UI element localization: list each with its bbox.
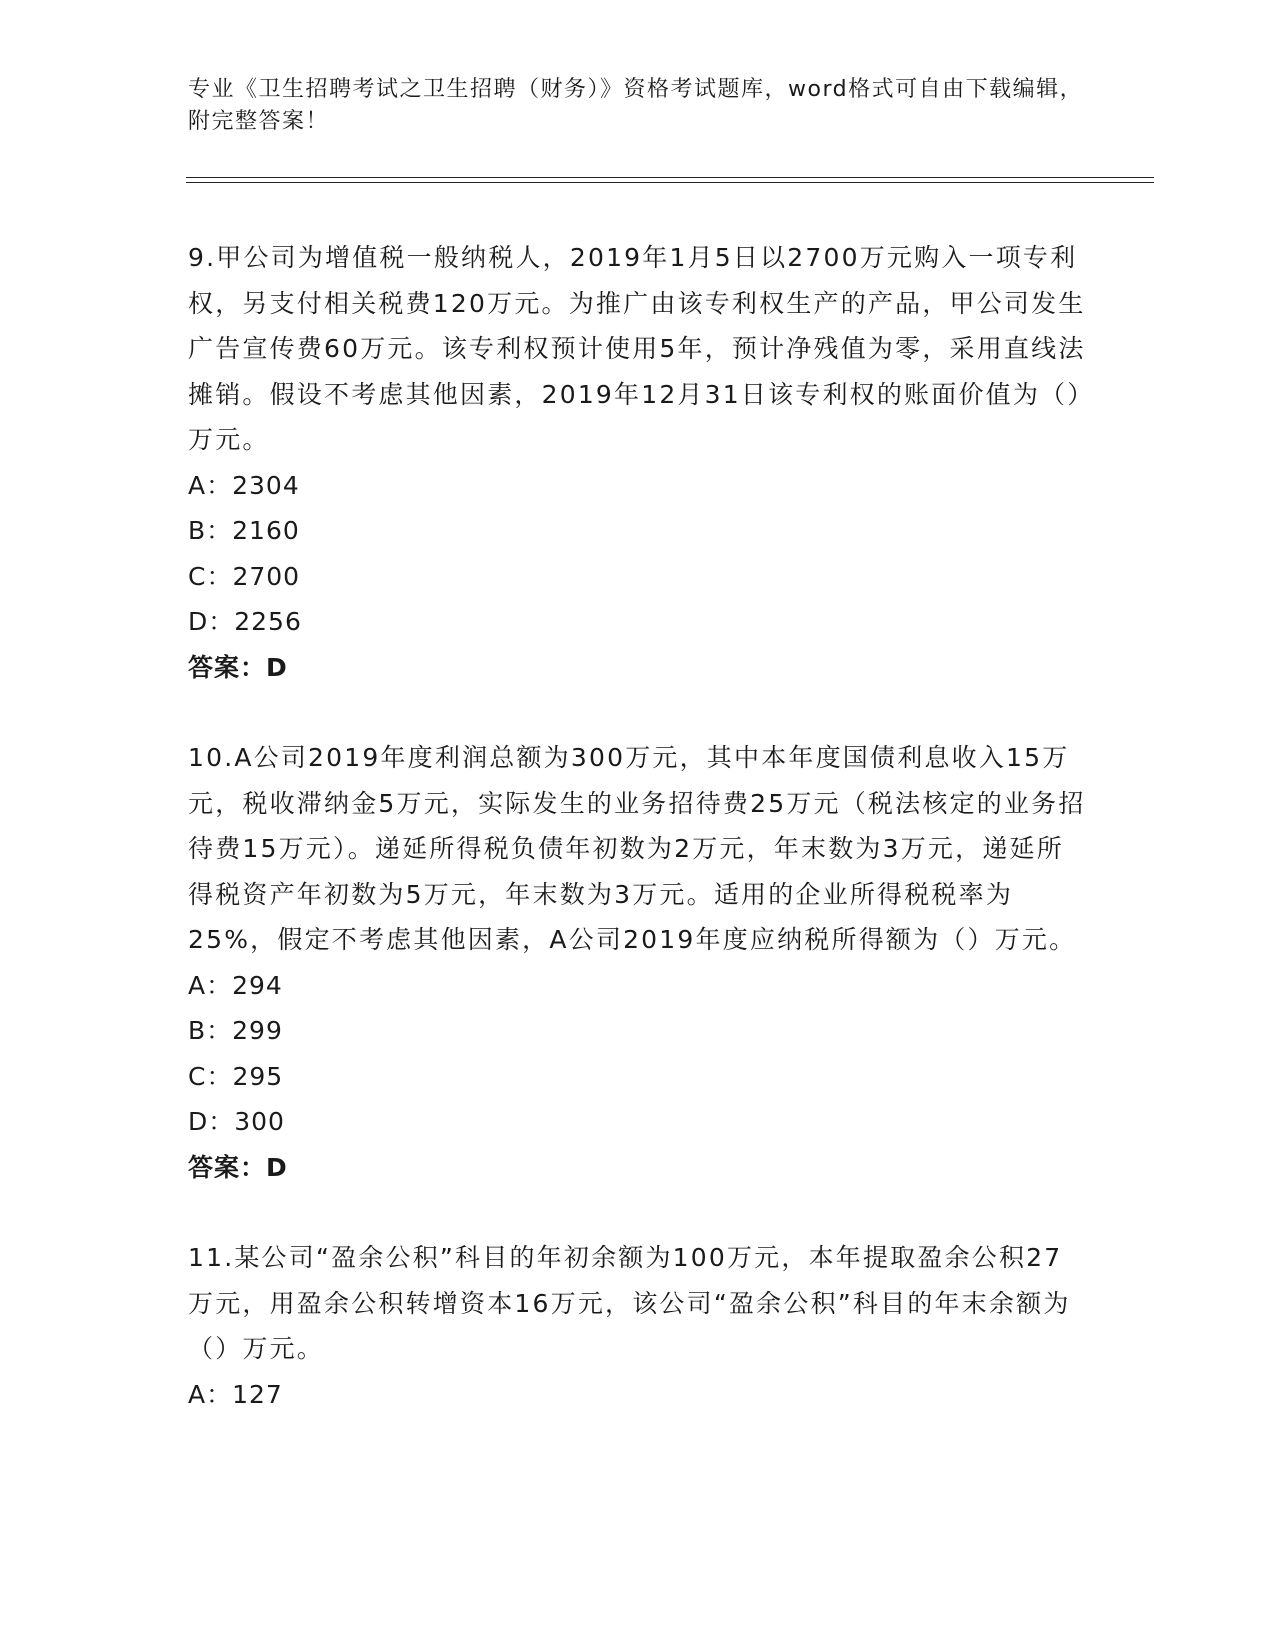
option-b: B：299 (188, 1016, 283, 1045)
option-b: B：2160 (188, 516, 300, 545)
option-a: A：2304 (188, 470, 300, 500)
option-c: C：295 (188, 1061, 284, 1091)
option-d: D：300 (188, 1107, 285, 1136)
answer-label: 答案：D (188, 652, 288, 682)
question-stem: 9.甲公司为增值税一般纳税人，2019年1月5日以2700万元购入一项专利权，另支付相关税费120万元。为推广由该专利权生产的产品，甲公司发生广告宣传费60万元。该专利权预计使用5年，预计净残值为零，采用直线法摊销。假设不考虑其他因素，2019年12月31日该专利权的账面价值为（）万元。 (188, 243, 1086, 454)
question-9 (188, 235, 1088, 690)
question-stem: 10.A公司2019年度利润总额为300万元，其中本年度国债利息收入15万元，税收滞纳金5万元，实际发生的业务招待费25万元（税法核定的业务招待费15万元）。递延所得税负债年初数为2万元，年末数为3万元，递延所得税资产年初数为5万元，年末数为3万元。适用的企业所得税税率为25%，假定不考虑其他因素，A公司2019年度应纳税所得额为（）万元。 (188, 743, 1086, 954)
question-11 (188, 1235, 1088, 1417)
header-divider-top (186, 177, 1154, 178)
option-a: A：294 (188, 970, 283, 1000)
question-list (188, 235, 1088, 1462)
header-divider-bottom (186, 182, 1154, 183)
question-stem: 11.某公司“盈余公积”科目的年初余额为100万元，本年提取盈余公积27万元，用盈余公积转增资本16万元，该公司“盈余公积”科目的年末余额为（）万元。 (188, 1243, 1071, 1363)
option-d: D：2256 (188, 607, 302, 636)
document-header-text: 专业《卫生招聘考试之卫生招聘（财务）》资格考试题库，word格式可自由下载编辑，附完整答案！ (188, 77, 1084, 134)
option-a: A：127 (188, 1379, 283, 1409)
option-c: C：2700 (188, 561, 301, 591)
answer-label: 答案：D (188, 1152, 288, 1182)
question-10 (188, 735, 1088, 1190)
